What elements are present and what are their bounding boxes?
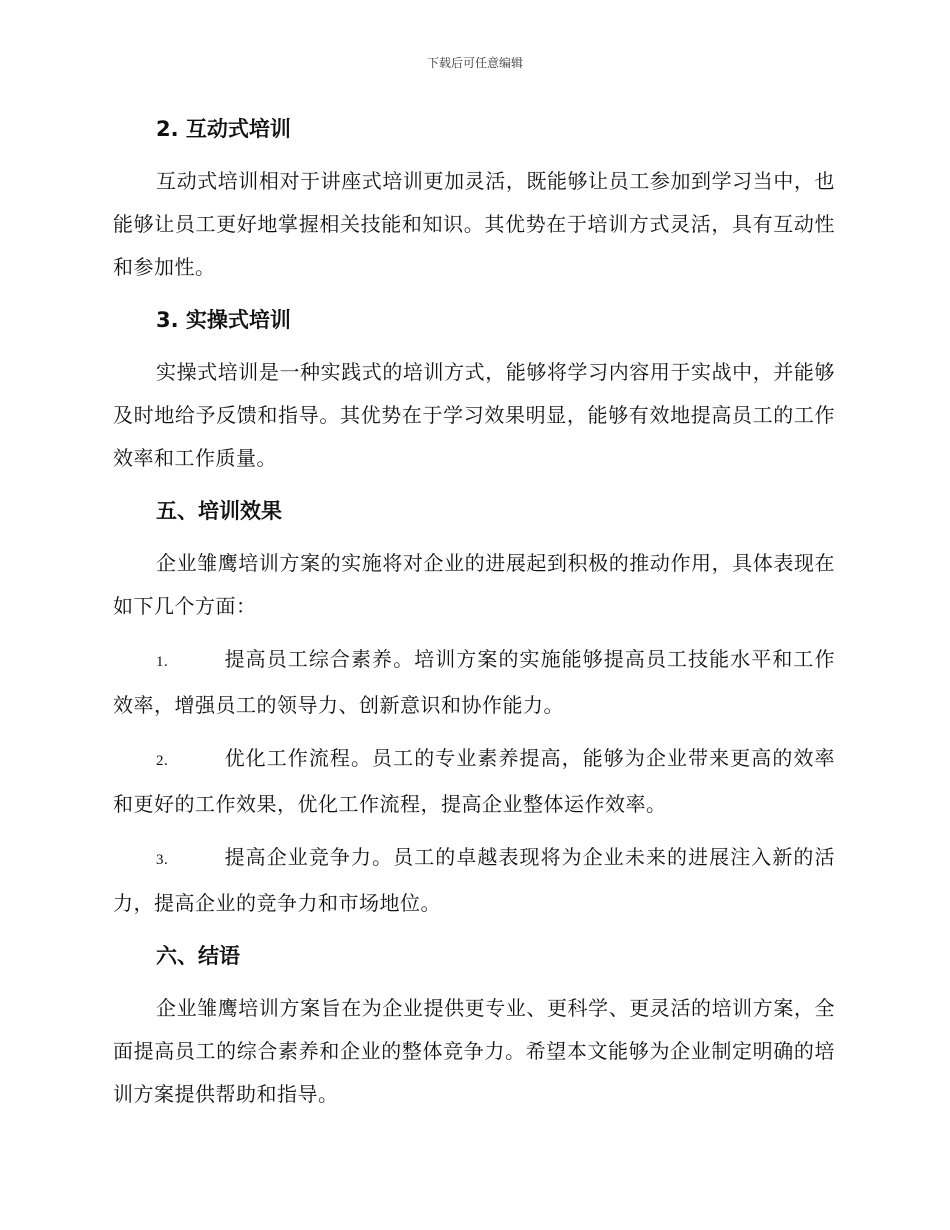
document-body — [113, 108, 835, 1116]
paragraph-conclusion: 企业雏鹰培训方案旨在为企业提供更专业、更科学、更灵活的培训方案，全面提高员工的综合素养和企业的整体竞争力。希望本文能够为企业制定明确的培训方案提供帮助和指导。 — [113, 996, 835, 1106]
paragraph-training-effect-intro: 企业雏鹰培训方案的实施将对企业的进展起到积极的推动作用，具体表现在如下几个方面： — [113, 551, 835, 618]
list-item-number: 1. — [156, 654, 169, 670]
list-item-number: 3. — [156, 852, 169, 868]
list-item — [113, 737, 835, 826]
list-item-text: 提高企业竞争力。员工的卓越表现将为企业未来的进展注入新的活力，提高企业的竞争力和市场地位。 — [113, 845, 835, 915]
heading-training-effect: 五、培训效果 — [156, 499, 282, 523]
heading-interactive-training: 2. 互动式培训 — [156, 117, 291, 141]
heading-practical-training: 3. 实操式培训 — [156, 308, 291, 332]
page-header: 下载后可任意编辑 — [426, 56, 523, 70]
list-item — [113, 638, 835, 727]
paragraph-practical-training: 实操式培训是一种实践式的培训方式，能够将学习内容用于实战中，并能够及时地给予反馈和指导。其优势在于学习效果明显，能够有效地提高员工的工作效率和工作质量。 — [113, 360, 835, 470]
list-item-text: 提高员工综合素养。培训方案的实施能够提高员工技能水平和工作效率，增强员工的领导力、创新意识和协作能力。 — [113, 647, 835, 717]
heading-conclusion: 六、结语 — [156, 944, 240, 968]
paragraph-interactive-training: 互动式培训相对于讲座式培训更加灵活，既能够让员工参加到学习当中，也能够让员工更好地掌握相关技能和知识。其优势在于培训方式灵活，具有互动性和参加性。 — [113, 169, 835, 279]
list-item-number: 2. — [156, 753, 169, 769]
list-item-text: 优化工作流程。员工的专业素养提高，能够为企业带来更高的效率和更好的工作效果，优化工作流程，提高企业整体运作效率。 — [113, 746, 835, 816]
list-item — [113, 836, 835, 925]
